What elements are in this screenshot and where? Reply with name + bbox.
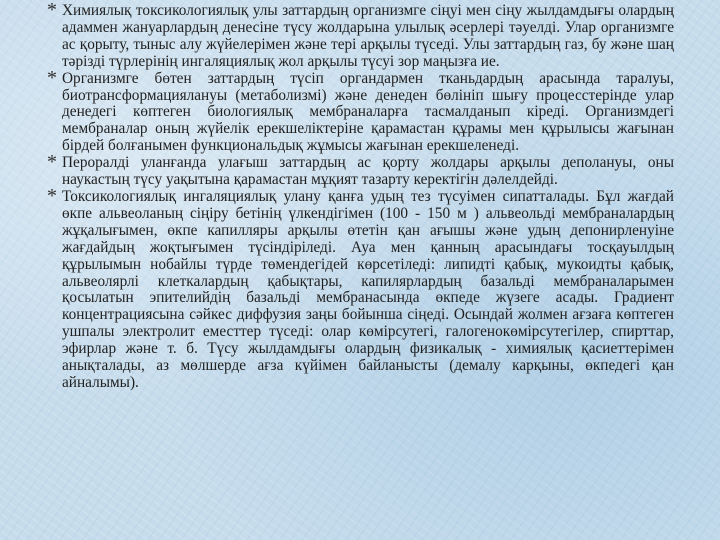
asterisk-bullet-icon: * bbox=[47, 0, 57, 21]
bullet-text: Токсикологиялық ингаляциялық улану қанға удың тез түсуімен сипатталады. Бұл жағдай өкпе альвеоланың сіңіру бетінің үлкендігімен (100 - 150 м ) альвеольді мембраналардың жұқалығымен, өкпе капилляры арқылы өтетін қан ағышы және удың депонирленуіне жағдайдың жоқтығымен түсіндіріледі. Ауа мен қанның арасындағы тосқауылдың құрылымын нобайлы түрде төмендегідей көрсетіледі: липидті қабық, мукоидты қабық, альвеолярлі клеткалардың қабықтары, капилярлардың базальді мембраналарымен қосылатын эпителийдің базальді мембранасында өкпеде жүзеге асады. Градиент концентрациясына сәйкес диффузия заңы бойынша сіңеді. Осындай жолмен ағзаға көптеген ушпалы электролит еместтер түседі: олар көмірсутегі, галогенокөмірсутегілер, спирттар, эфирлар және т. б. Түсу жылдамдығы олардың физикалық - химиялық қасиеттерімен анықталады, аз мөлшерде ағза күйімен байланысты (демалу карқыны, өкпедегі қан айналымы). bbox=[62, 187, 674, 391]
bullet-item bbox=[47, 151, 674, 189]
bullet-text: Пероралді уланғанда улағыш заттардың ас қорту жолдары арқылы деполануы, оны наукастың түсу уақытына қарамастан мұқият тазарту керектігін дәлелдейді. bbox=[62, 154, 674, 189]
asterisk-bullet-icon: * bbox=[47, 151, 57, 174]
bullet-text: Организмге бөтен заттардың түсіп органдармен тканьдардың арасында таралуы, биотрансформациялануы (метаболизмі) және денеден бөлініп шығу процесстерінде улар денедегі көптеген биологиялық мембраналарға тасмалданып кіреді. Организмдегі мембраналар оның жүйелік ерекшеліктеріне қарамастан құрамы мен құрылысы жағынан бірдей болғанымен функциональдық жұмысы жағынан ерекшеленеді. bbox=[62, 69, 674, 155]
asterisk-bullet-icon: * bbox=[47, 184, 57, 207]
bullet-item bbox=[47, 66, 674, 156]
bullet-text: Химиялық токсикологиялық улы заттардың организмге сіңуі мен сіңу жылдамдығы олардың адаммен жануарлардың денесіне түсу жолдарына улылық әсерлері тәуелді. Улар организмге ас қорыту, тыныс алу жүйелерімен және тері арқылы түседі. Улы заттардың газ, бу және шаң тәрізді түрлерінің ингаляциялық жол арқылы түсуі зор маңызға ие. bbox=[62, 2, 674, 70]
asterisk-bullet-icon: * bbox=[47, 66, 57, 89]
bullet-list bbox=[47, 0, 674, 392]
bullet-item bbox=[47, 0, 674, 71]
bullet-item bbox=[47, 184, 674, 392]
